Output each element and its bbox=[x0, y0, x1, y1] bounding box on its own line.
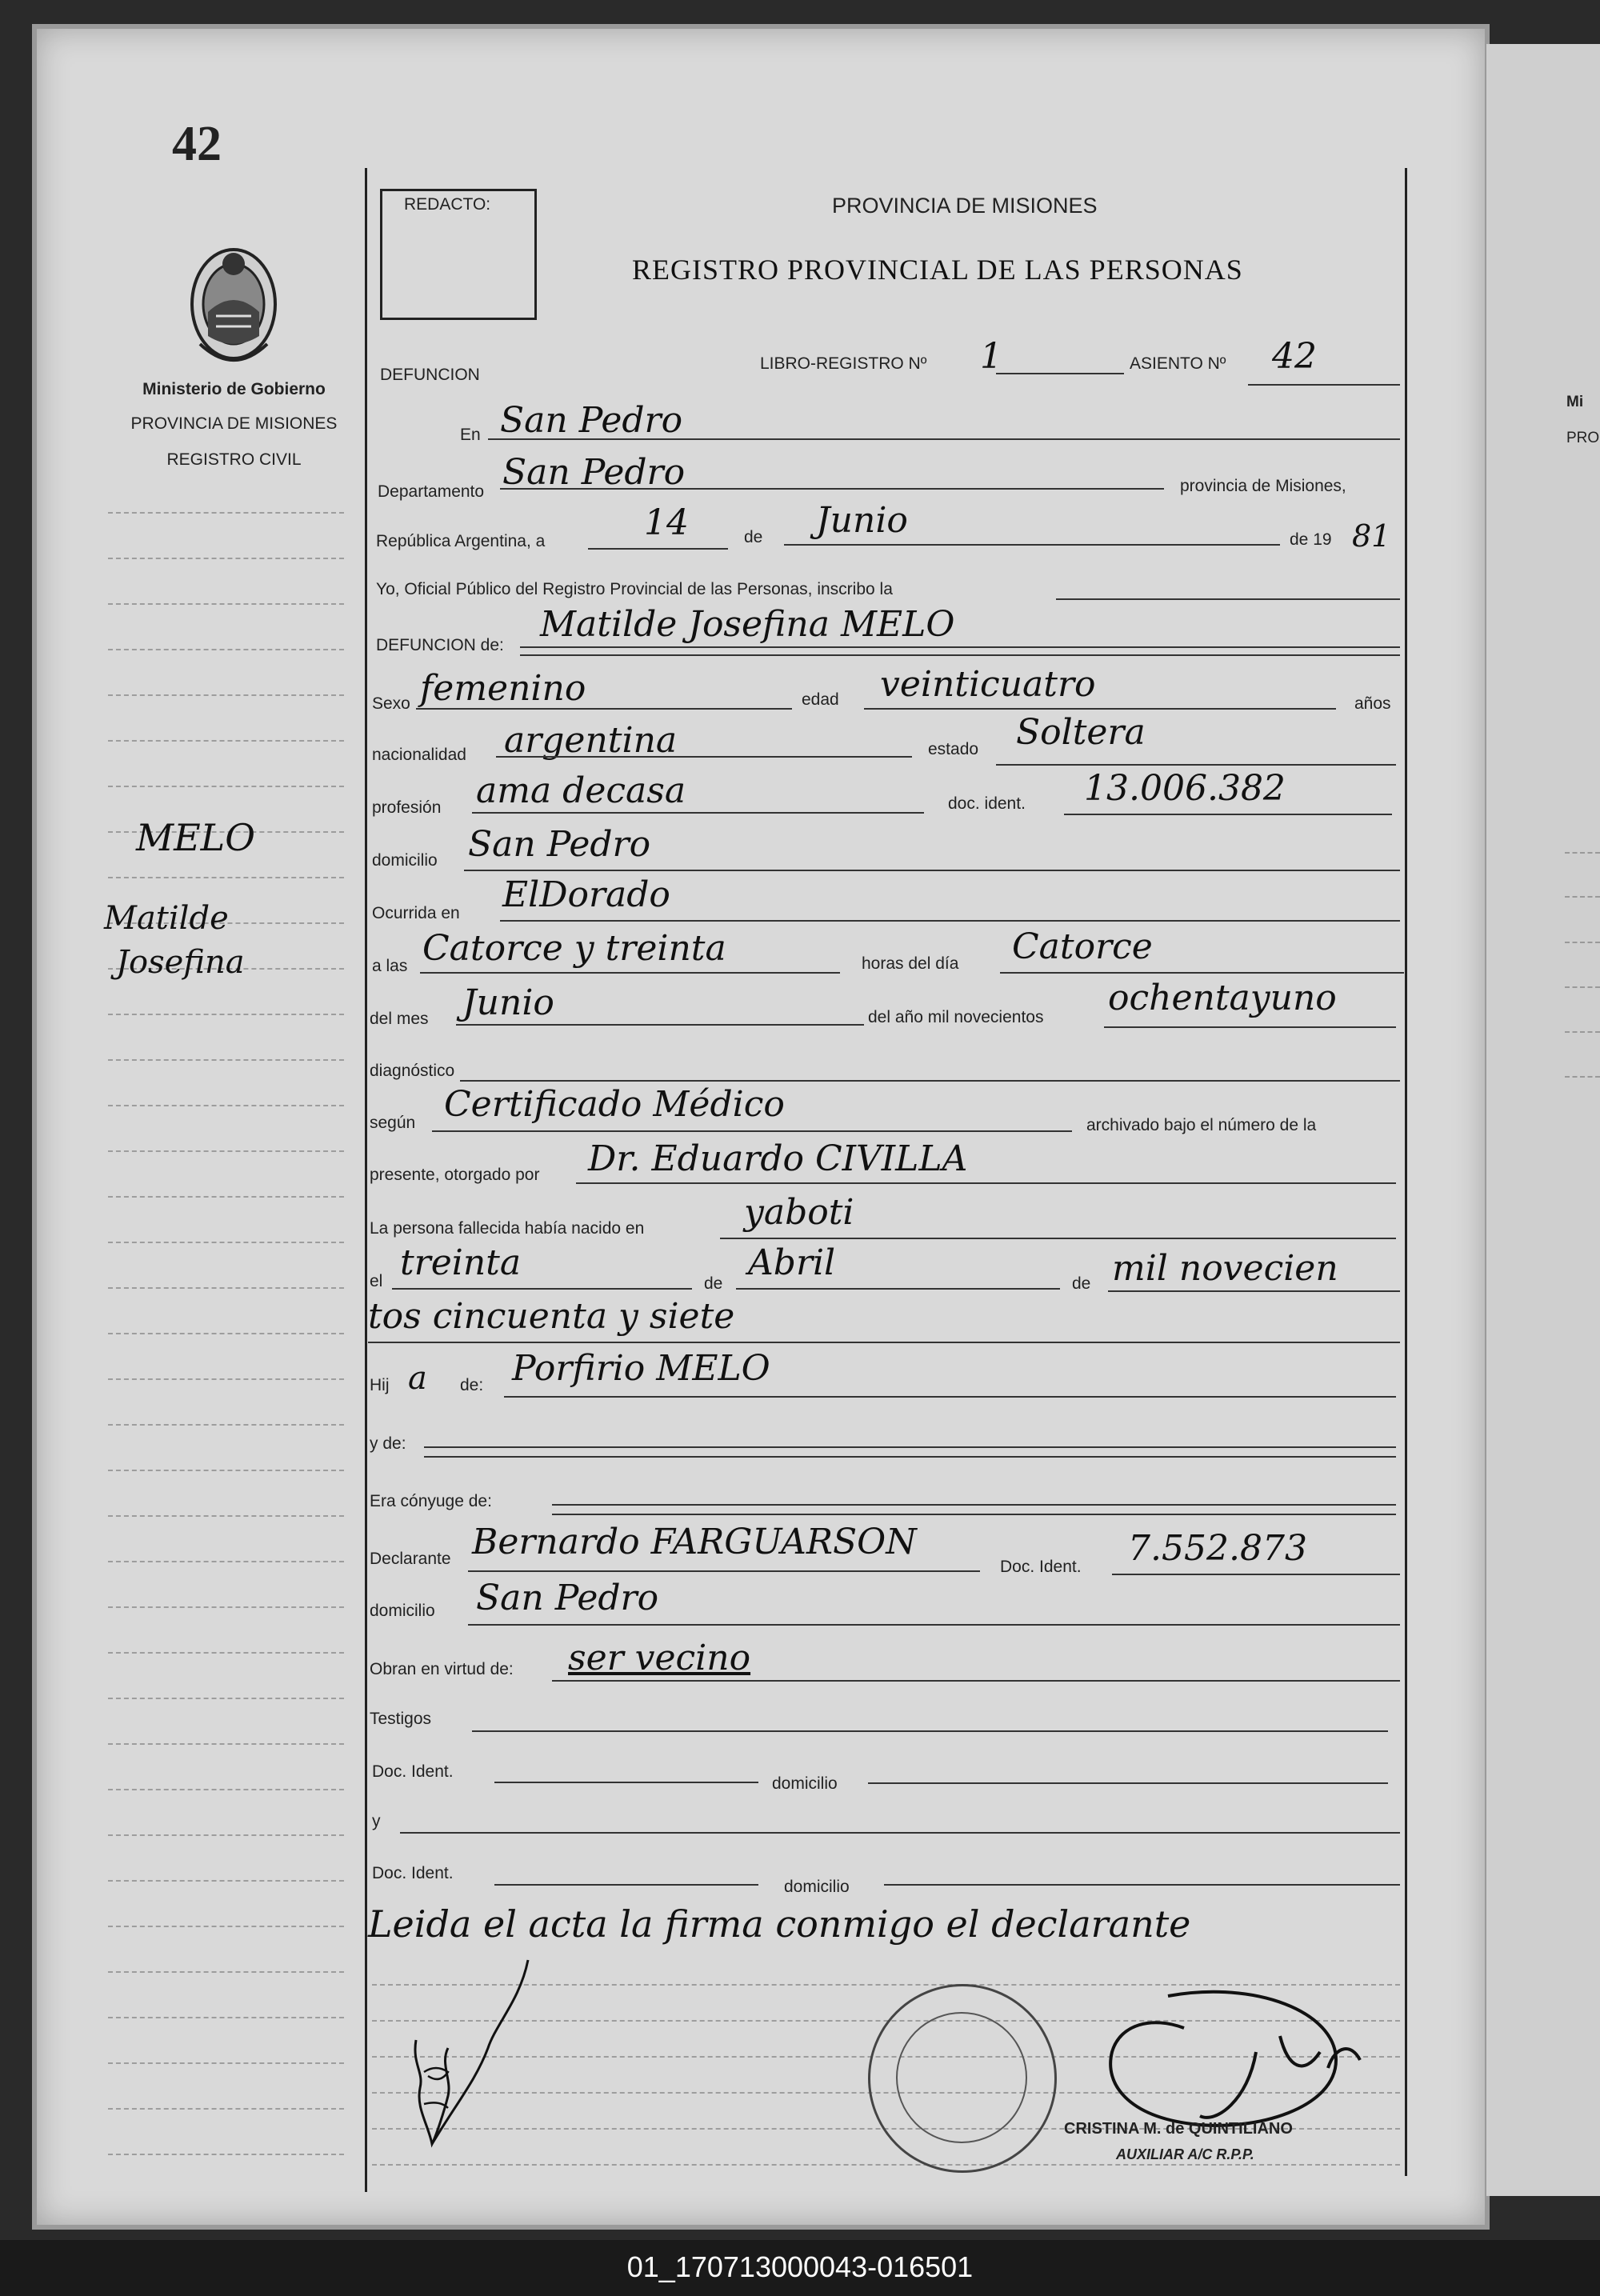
horas-value: Catorce bbox=[1012, 926, 1153, 967]
asiento-label: ASIENTO Nº bbox=[1130, 354, 1226, 373]
doc-ident-value: 13.006.382 bbox=[1084, 768, 1286, 809]
margin-rule-line bbox=[108, 1515, 344, 1517]
provincia-label: provincia de Misiones, bbox=[1180, 477, 1346, 495]
birth-year-continuation: tos cincuenta y siete bbox=[368, 1296, 735, 1337]
form-right-border bbox=[1405, 168, 1407, 2176]
margin-given-name-2: Josefina bbox=[116, 944, 245, 981]
libro-label: LIBRO-REGISTRO Nº bbox=[760, 354, 927, 373]
sexo-value: femenino bbox=[420, 668, 586, 709]
margin-rule-line bbox=[108, 2017, 344, 2018]
nacionalidad-value: argentina bbox=[504, 720, 678, 761]
anos-label: años bbox=[1354, 694, 1391, 713]
sexo-label: Sexo bbox=[372, 694, 410, 713]
margin-rule-line bbox=[108, 1196, 344, 1198]
ocurrida-label: Ocurrida en bbox=[372, 904, 460, 922]
margin-rule-line bbox=[108, 1470, 344, 1471]
margin-rule-line bbox=[108, 1242, 344, 1243]
year-prefix: de 19 bbox=[1290, 530, 1332, 549]
margin-rule-line bbox=[108, 1287, 344, 1289]
alas-label: a las bbox=[372, 957, 408, 975]
margin-rule-line bbox=[108, 2062, 344, 2064]
margin-rule-line bbox=[108, 1652, 344, 1654]
departamento-value: San Pedro bbox=[502, 452, 686, 493]
obran-value: ser vecino bbox=[568, 1638, 751, 1678]
official-seal-inner bbox=[896, 2012, 1027, 2143]
decl-dom-value: San Pedro bbox=[476, 1578, 659, 1618]
hij-value: Porfirio MELO bbox=[512, 1348, 770, 1389]
el-value: treinta bbox=[400, 1242, 522, 1283]
archivado-label: archivado bajo el número de la bbox=[1086, 1116, 1317, 1134]
de3-label: de bbox=[1072, 1274, 1091, 1293]
domicilio-value: San Pedro bbox=[468, 824, 651, 865]
margin-rule-line bbox=[108, 1561, 344, 1562]
libro-value: 1 bbox=[980, 336, 1002, 377]
estado-label: estado bbox=[928, 740, 979, 758]
t1-doc-label: Doc. Ident. bbox=[372, 1762, 454, 1781]
oficial-text: Yo, Oficial Público del Registro Provincial de las Personas, inscribo la bbox=[376, 580, 893, 598]
doc-ident-label: doc. ident. bbox=[948, 794, 1026, 813]
margin-rule-line bbox=[108, 1698, 344, 1699]
margin-rule-line bbox=[108, 1424, 344, 1426]
margin-rule-line bbox=[108, 1150, 344, 1152]
diagnostico-label: diagnóstico bbox=[370, 1062, 455, 1080]
domicilio-label: domicilio bbox=[372, 851, 438, 870]
edad-value: veinticuatro bbox=[880, 664, 1096, 705]
t1-dom-label: domicilio bbox=[772, 1774, 838, 1793]
yde-label: y de: bbox=[370, 1434, 406, 1453]
margin-rule-line bbox=[108, 2108, 344, 2110]
signature-rule-line bbox=[372, 2164, 1400, 2166]
y-label: y bbox=[372, 1812, 381, 1830]
adjacent-page-text-2: PRO bbox=[1566, 430, 1600, 446]
margin-rule-line bbox=[108, 1789, 344, 1790]
edad-label: edad bbox=[802, 690, 839, 709]
nacido-label: La persona fallecida había nacido en bbox=[370, 1219, 645, 1238]
margin-rule-line bbox=[108, 603, 344, 605]
margin-rule-line bbox=[108, 1834, 344, 1836]
estado-value: Soltera bbox=[1016, 712, 1146, 753]
margin-rule-line bbox=[108, 512, 344, 514]
horas-label: horas del día bbox=[862, 954, 959, 973]
month-value: Junio bbox=[816, 500, 908, 541]
redacto-label: REDACTO: bbox=[404, 195, 491, 214]
presente-label: presente, otorgado por bbox=[370, 1166, 540, 1184]
profesion-value: ama decasa bbox=[476, 770, 686, 811]
margin-rule-line bbox=[108, 1059, 344, 1061]
departamento-label: Departamento bbox=[378, 482, 485, 501]
de2-value: Abril bbox=[748, 1242, 836, 1283]
page-number: 42 bbox=[172, 117, 222, 171]
margin-rule-line bbox=[108, 877, 344, 878]
coat-of-arms-icon bbox=[184, 240, 284, 368]
hij-de-label: de: bbox=[460, 1376, 484, 1394]
hij-suffix: a bbox=[408, 1360, 427, 1397]
margin-rule-line bbox=[108, 1880, 344, 1882]
declarante-label: Declarante bbox=[370, 1550, 451, 1568]
year-value: 81 bbox=[1352, 518, 1391, 554]
decl-dom-label: domicilio bbox=[370, 1602, 435, 1620]
image-caption: 01_170713000043-016501 bbox=[626, 2250, 974, 2283]
margin-given-name-1: Matilde bbox=[104, 900, 229, 937]
margin-rule-line bbox=[108, 2154, 344, 2155]
margin-rule-line bbox=[108, 1971, 344, 1973]
margin-rule-line bbox=[108, 1926, 344, 1927]
form-left-border bbox=[365, 168, 367, 2192]
obran-label: Obran en virtud de: bbox=[370, 1660, 514, 1678]
hij-label: Hij bbox=[370, 1376, 390, 1394]
record-type: DEFUNCION bbox=[380, 366, 480, 384]
province-heading: PROVINCIA DE MISIONES bbox=[832, 194, 1098, 218]
t2-doc-label: Doc. Ident. bbox=[372, 1864, 454, 1882]
de-label: de bbox=[744, 528, 763, 546]
margin-rule-line bbox=[108, 558, 344, 559]
margin-rule-line bbox=[108, 649, 344, 650]
adjacent-page-edge bbox=[1486, 44, 1600, 2196]
ministry-registry: REGISTRO CIVIL bbox=[166, 450, 302, 469]
decl-doc-value: 7.552.873 bbox=[1128, 1528, 1307, 1569]
declarante-value: Bernardo FARGUARSON bbox=[472, 1522, 917, 1562]
margin-rule-line bbox=[108, 1105, 344, 1106]
nacido-value: yaboti bbox=[744, 1192, 854, 1233]
el-label: el bbox=[370, 1272, 383, 1290]
defuncion-label: DEFUNCION de: bbox=[376, 636, 504, 654]
margin-surname: MELO bbox=[136, 816, 255, 859]
segun-value: Certificado Médico bbox=[444, 1084, 785, 1125]
margin-rule-line bbox=[108, 1606, 344, 1608]
en-label: En bbox=[460, 426, 481, 444]
defuncion-value: Matilde Josefina MELO bbox=[540, 604, 955, 645]
official-role: AUXILIAR A/C R.P.P. bbox=[1116, 2146, 1254, 2162]
t2-dom-label: domicilio bbox=[784, 1878, 850, 1896]
adjacent-page-text-1: Mi bbox=[1566, 394, 1584, 410]
decl-doc-label: Doc. Ident. bbox=[1000, 1558, 1082, 1576]
alas-value: Catorce y treinta bbox=[422, 928, 726, 969]
ministry-province: PROVINCIA DE MISIONES bbox=[130, 414, 338, 433]
ocurrida-value: ElDorado bbox=[502, 874, 670, 915]
delano-label: del año mil novecientos bbox=[868, 1008, 1044, 1026]
republica-label: República Argentina, a bbox=[376, 532, 546, 550]
margin-rule-line bbox=[108, 740, 344, 742]
de2-label: de bbox=[704, 1274, 723, 1293]
profesion-label: profesión bbox=[372, 798, 442, 817]
ministry-name: Ministerio de Gobierno bbox=[142, 380, 326, 398]
margin-rule-line bbox=[108, 1378, 344, 1380]
margin-rule-line bbox=[108, 694, 344, 696]
closing-statement: Leida el acta la firma conmigo el declarante bbox=[368, 1902, 1191, 1946]
margin-rule-line bbox=[108, 1743, 344, 1745]
presente-value: Dr. Eduardo CIVILLA bbox=[588, 1138, 968, 1179]
margin-rule-line bbox=[108, 1014, 344, 1015]
delano-value: ochentayuno bbox=[1108, 978, 1337, 1018]
margin-rule-line bbox=[108, 786, 344, 787]
margin-rule-line bbox=[108, 1333, 344, 1334]
en-value: San Pedro bbox=[500, 400, 683, 441]
de3-value: mil novecien bbox=[1112, 1248, 1338, 1289]
testigos-label: Testigos bbox=[370, 1710, 432, 1728]
delmes-value: Junio bbox=[462, 982, 554, 1023]
nacionalidad-label: nacionalidad bbox=[372, 746, 466, 764]
registry-heading: REGISTRO PROVINCIAL DE LAS PERSONAS bbox=[632, 254, 1243, 286]
day-value: 14 bbox=[644, 502, 689, 543]
asiento-value: 42 bbox=[1272, 336, 1317, 377]
declarant-signature bbox=[400, 1952, 536, 2160]
official-name: CRISTINA M. de QUINTILIANO bbox=[1064, 2120, 1293, 2138]
delmes-label: del mes bbox=[370, 1010, 429, 1028]
conyuge-label: Era cónyuge de: bbox=[370, 1492, 492, 1510]
segun-label: según bbox=[370, 1114, 416, 1132]
